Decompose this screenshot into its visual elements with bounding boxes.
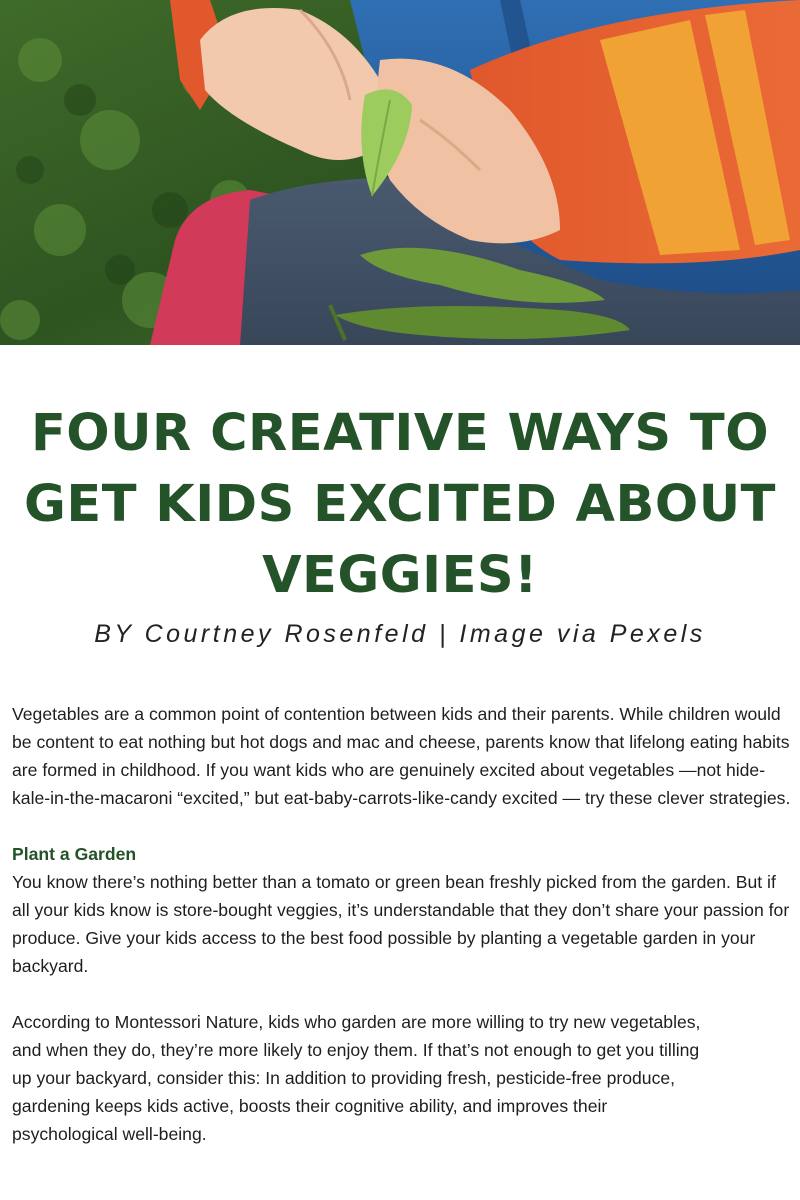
garden-paragraph: You know there’s nothing better than a tomato or green bean freshly picked from the garden. But if all your kids know is store-bought veggies, it’s understandable that they don’t share your passion for produce. Give your kids access to the best food possible by planting a vegetable garden in your backyard. bbox=[12, 872, 790, 976]
article-title: FOUR CREATIVE WAYS TO GET KIDS EXCITED ABOUT VEGGIES! bbox=[24, 404, 776, 605]
hero-photo bbox=[0, 0, 800, 345]
article-byline: BY Courtney Rosenfeld | Image via Pexels bbox=[94, 620, 706, 648]
montessori-paragraph: According to Montessori Nature, kids who garden are more willing to try new vegetables, and when they do, they’re more likely to enjoy them. If that’s not enough to get you tilling up your backyard, consider this: In addition to providing fresh, pesticide-free produce, gardening keeps kids active, boosts their cognitive ability, and improves their psychological well-being. bbox=[12, 1012, 701, 1144]
section-heading-plant-a-garden: Plant a Garden bbox=[12, 844, 137, 864]
article-body bbox=[12, 700, 792, 1148]
photo-child-shelling-peas-icon bbox=[0, 0, 800, 345]
intro-paragraph: Vegetables are a common point of contention between kids and their parents. While children would be content to eat nothing but hot dogs and mac and cheese, parents know that lifelong eating habits are formed in childhood. If you want kids who are genuinely excited about vegetables —not hide-kale-in-the-macaroni “excited,” but eat-baby-carrots-like-candy excited — try these clever strategies. bbox=[12, 704, 791, 808]
